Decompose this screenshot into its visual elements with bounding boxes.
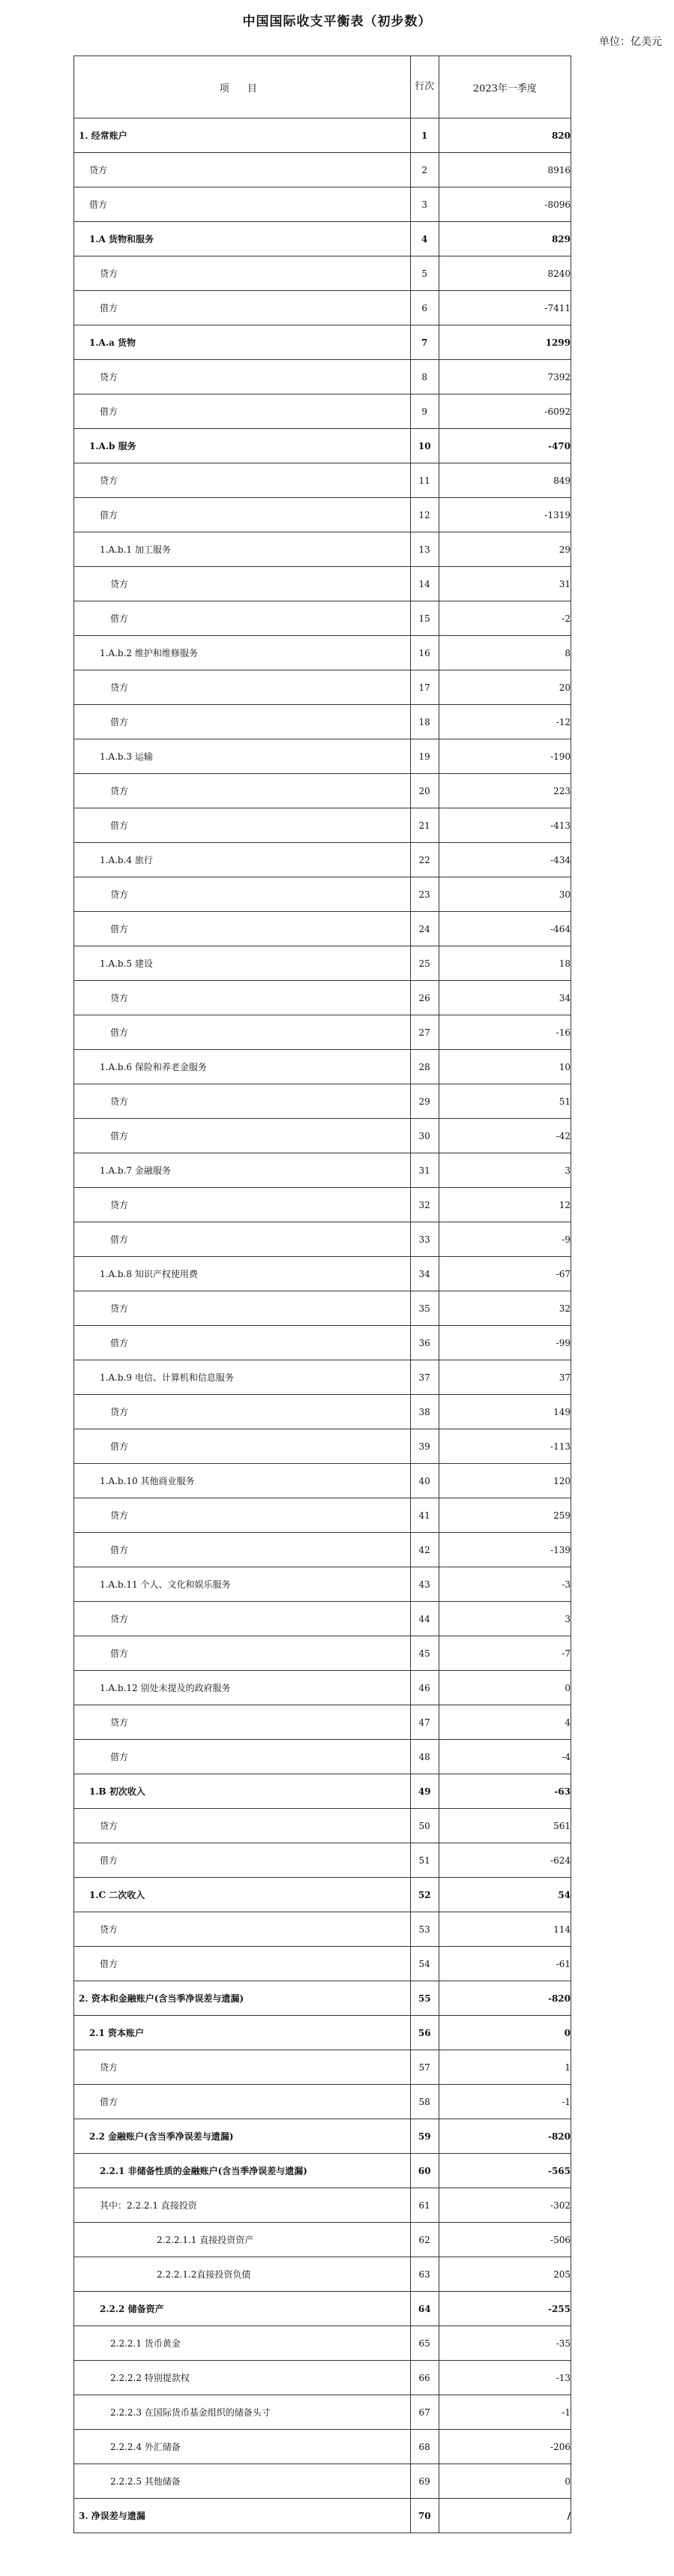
table-row [74,1567,571,1602]
row-label: 1.A.b.11 个人、文化和娱乐服务 [74,1567,411,1602]
table-row [74,291,571,325]
row-index: 45 [410,1636,439,1671]
row-index: 44 [410,1602,439,1636]
row-index: 14 [410,567,439,601]
row-label: 1.A.b.10 其他商业服务 [74,1464,411,1498]
table-row [74,463,571,498]
row-value: 12 [439,1188,571,1222]
row-label: 2. 资本和金融账户(含当季净误差与遗漏) [74,1981,411,2016]
row-index: 51 [410,1843,439,1878]
row-index: 16 [410,636,439,670]
row-index: 3 [410,187,439,222]
table-row [74,2326,571,2361]
row-index: 49 [410,1774,439,1809]
row-index: 10 [410,429,439,463]
table-row [74,2119,571,2154]
table-row [74,118,571,153]
table-row [74,705,571,739]
table-row [74,360,571,394]
table-row [74,2016,571,2050]
row-index: 50 [410,1809,439,1843]
table-row [74,1843,571,1878]
table-row [74,1050,571,1084]
row-label: 2.2.2.1.1 直接投资资产 [74,2223,411,2257]
table-row [74,1015,571,1050]
row-label: 1.A 货物和服务 [74,222,411,256]
row-index: 6 [410,291,439,325]
row-index: 62 [410,2223,439,2257]
table-row [74,1671,571,1705]
row-label: 贷方 [74,2050,411,2085]
row-index: 7 [410,325,439,360]
table-row [74,2050,571,2085]
row-value: -206 [439,2430,571,2464]
row-index: 22 [410,843,439,877]
row-index: 34 [410,1257,439,1291]
table-header-row [74,56,571,118]
row-value: 8240 [439,256,571,291]
row-index: 55 [410,1981,439,2016]
row-index: 53 [410,1912,439,1947]
row-index: 39 [410,1429,439,1464]
row-value: -139 [439,1533,571,1567]
unit-label: 单位：亿美元 [599,36,662,48]
row-label: 1.A.b.4 旅行 [74,843,411,877]
row-value: -8096 [439,187,571,222]
column-header-item: 项 目 [74,56,411,118]
row-label: 借方 [74,912,411,946]
row-label: 借方 [74,1326,411,1360]
row-value: 1 [439,2050,571,2085]
row-value: 561 [439,1809,571,1843]
row-value: 31 [439,567,571,601]
row-index: 23 [410,877,439,912]
row-index: 9 [410,394,439,429]
column-header-index: 行次 [410,56,439,118]
row-index: 70 [410,2499,439,2533]
row-label: 1.A.b.1 加工服务 [74,532,411,567]
column-header-value: 2023年一季度 [439,56,571,118]
row-index: 30 [410,1119,439,1153]
row-value: -7411 [439,291,571,325]
row-label: 贷方 [74,1912,411,1947]
row-index: 65 [410,2326,439,2361]
table-row [74,1119,571,1153]
row-label: 借方 [74,1015,411,1050]
row-value: -61 [439,1947,571,1981]
row-value: -464 [439,912,571,946]
row-value: -820 [439,1981,571,2016]
table-row [74,187,571,222]
row-value: 54 [439,1878,571,1912]
row-label: 贷方 [74,567,411,601]
table-row [74,2395,571,2430]
row-index: 66 [410,2361,439,2395]
row-label: 借方 [74,1740,411,1774]
row-index: 46 [410,1671,439,1705]
row-label: 2.2.2.2 特别提款权 [74,2361,411,2395]
row-index: 28 [410,1050,439,1084]
row-value: -63 [439,1774,571,1809]
row-value: 0 [439,2016,571,2050]
row-label: 借方 [74,2085,411,2119]
table-row [74,601,571,636]
row-label: 1.A.b.6 保险和养老金服务 [74,1050,411,1084]
row-label: 借方 [74,394,411,429]
row-value: 20 [439,670,571,705]
row-label: 1.A.b.2 维护和维修服务 [74,636,411,670]
row-index: 58 [410,2085,439,2119]
row-value: 37 [439,1360,571,1395]
row-label: 贷方 [74,256,411,291]
row-label: 贷方 [74,1291,411,1326]
row-value: -624 [439,1843,571,1878]
row-value: -190 [439,739,571,774]
row-index: 33 [410,1222,439,1257]
row-index: 40 [410,1464,439,1498]
row-label: 1.A.b 服务 [74,429,411,463]
table-row [74,1774,571,1809]
table-row [74,1602,571,1636]
row-value: -16 [439,1015,571,1050]
row-label: 贷方 [74,1602,411,1636]
row-label: 贷方 [74,463,411,498]
row-label: 2.1 资本账户 [74,2016,411,2050]
row-value: 29 [439,532,571,567]
row-label: 1. 经常账户 [74,118,411,153]
row-label: 贷方 [74,981,411,1015]
table-row [74,222,571,256]
row-value: -3 [439,1567,571,1602]
row-label: 3. 净误差与遗漏 [74,2499,411,2533]
table-row [74,394,571,429]
row-index: 4 [410,222,439,256]
row-value: -302 [439,2188,571,2223]
row-index: 26 [410,981,439,1015]
row-index: 68 [410,2430,439,2464]
page-title: 中国国际收支平衡表（初步数） [242,14,432,29]
table-row [74,429,571,463]
row-label: 贷方 [74,1498,411,1533]
row-value: 30 [439,877,571,912]
table-row [74,739,571,774]
row-label: 贷方 [74,1395,411,1429]
row-label: 借方 [74,187,411,222]
row-value: 8 [439,636,571,670]
row-index: 8 [410,360,439,394]
table-row [74,636,571,670]
row-label: 借方 [74,808,411,843]
table-row [74,1395,571,1429]
row-label: 贷方 [74,1705,411,1740]
row-value: 18 [439,946,571,981]
row-index: 61 [410,2188,439,2223]
row-value: 32 [439,1291,571,1326]
row-label: 贷方 [74,1809,411,1843]
row-label: 2.2.2 储备资产 [74,2292,411,2326]
table-row [74,1326,571,1360]
table-row [74,1498,571,1533]
row-index: 38 [410,1395,439,1429]
row-value: -6092 [439,394,571,429]
table-row [74,670,571,705]
table-row [74,1809,571,1843]
row-value: -35 [439,2326,571,2361]
row-index: 21 [410,808,439,843]
row-index: 11 [410,463,439,498]
row-label: 贷方 [74,1084,411,1119]
row-value: -99 [439,1326,571,1360]
row-label: 借方 [74,1222,411,1257]
row-value: -506 [439,2223,571,2257]
row-label: 1.A.b.7 金融服务 [74,1153,411,1188]
row-value: -470 [439,429,571,463]
table-row [74,1981,571,2016]
row-value: 223 [439,774,571,808]
row-value: -4 [439,1740,571,1774]
table-row [74,808,571,843]
row-label: 贷方 [74,670,411,705]
table-row [74,532,571,567]
row-index: 2 [410,153,439,187]
table-row [74,2154,571,2188]
row-value: 0 [439,2464,571,2499]
row-value: 34 [439,981,571,1015]
row-value: -413 [439,808,571,843]
row-value: 820 [439,118,571,153]
row-value: -1319 [439,498,571,532]
row-label: 借方 [74,1636,411,1671]
row-value: 829 [439,222,571,256]
row-index: 64 [410,2292,439,2326]
row-value: 0 [439,1671,571,1705]
row-value: 7392 [439,360,571,394]
row-label: 借方 [74,1947,411,1981]
row-index: 35 [410,1291,439,1326]
table-row [74,1705,571,1740]
row-index: 25 [410,946,439,981]
table-row [74,981,571,1015]
row-index: 48 [410,1740,439,1774]
row-value: 114 [439,1912,571,1947]
table-row [74,843,571,877]
table-row [74,1533,571,1567]
table-row [74,2257,571,2292]
row-index: 31 [410,1153,439,1188]
row-value: 3 [439,1153,571,1188]
row-label: 贷方 [74,360,411,394]
row-index: 13 [410,532,439,567]
table-row [74,2430,571,2464]
row-value: -9 [439,1222,571,1257]
row-label: 1.A.a 货物 [74,325,411,360]
row-value: 120 [439,1464,571,1498]
row-index: 43 [410,1567,439,1602]
row-index: 57 [410,2050,439,2085]
row-label: 贷方 [74,153,411,187]
row-index: 19 [410,739,439,774]
row-value: -434 [439,843,571,877]
row-value: 3 [439,1602,571,1636]
row-label: 2.2.2.1 货币黄金 [74,2326,411,2361]
table-row [74,2292,571,2326]
table-row [74,2085,571,2119]
table-row [74,1360,571,1395]
row-index: 32 [410,1188,439,1222]
table-row [74,567,571,601]
row-label: 借方 [74,1533,411,1567]
table-row [74,912,571,946]
row-value: -255 [439,2292,571,2326]
row-label: 1.A.b.3 运输 [74,739,411,774]
table-row [74,1878,571,1912]
row-value: 259 [439,1498,571,1533]
row-index: 47 [410,1705,439,1740]
row-index: 60 [410,2154,439,2188]
table-row [74,1084,571,1119]
row-index: 41 [410,1498,439,1533]
table-row [74,2361,571,2395]
row-value: 205 [439,2257,571,2292]
row-value: -820 [439,2119,571,2154]
row-label: 1.B 初次收入 [74,1774,411,1809]
row-index: 18 [410,705,439,739]
row-index: 69 [410,2464,439,2499]
row-label: 贷方 [74,877,411,912]
table-row [74,877,571,912]
row-value: 10 [439,1050,571,1084]
row-label: 2.2 金融账户(含当季净误差与遗漏) [74,2119,411,2154]
table-row [74,1291,571,1326]
row-index: 1 [410,118,439,153]
row-label: 1.A.b.12 别处未提及的政府服务 [74,1671,411,1705]
row-value: -12 [439,705,571,739]
table-row [74,1222,571,1257]
table-row [74,2188,571,2223]
row-value: -565 [439,2154,571,2188]
row-index: 17 [410,670,439,705]
table-row [74,1153,571,1188]
balance-of-payments-table [73,55,571,2533]
row-label: 2.2.2.4 外汇储备 [74,2430,411,2464]
table-row [74,946,571,981]
row-index: 37 [410,1360,439,1395]
row-value: -42 [439,1119,571,1153]
row-label: 借方 [74,601,411,636]
row-value: -1 [439,2085,571,2119]
row-index: 59 [410,2119,439,2154]
row-index: 15 [410,601,439,636]
table-row [74,2464,571,2499]
row-value: -2 [439,601,571,636]
row-value: 51 [439,1084,571,1119]
row-value: 149 [439,1395,571,1429]
row-label: 借方 [74,291,411,325]
row-label: 借方 [74,705,411,739]
table-row [74,153,571,187]
table-row [74,1912,571,1947]
row-label: 贷方 [74,774,411,808]
table-row [74,1429,571,1464]
row-label: 1.C 二次收入 [74,1878,411,1912]
row-label: 借方 [74,498,411,532]
row-value: 4 [439,1705,571,1740]
row-value: 1299 [439,325,571,360]
row-label: 贷方 [74,1188,411,1222]
row-label: 其中：2.2.2.1 直接投资 [74,2188,411,2223]
table-row [74,1464,571,1498]
row-value: -67 [439,1257,571,1291]
row-label: 1.A.b.8 知识产权使用费 [74,1257,411,1291]
table-row [74,2223,571,2257]
table-row [74,774,571,808]
row-index: 36 [410,1326,439,1360]
table-row [74,1188,571,1222]
row-index: 42 [410,1533,439,1567]
row-value: 849 [439,463,571,498]
row-index: 67 [410,2395,439,2430]
row-index: 29 [410,1084,439,1119]
table-row [74,256,571,291]
table-row [74,1636,571,1671]
table-row [74,498,571,532]
table-row [74,325,571,360]
table-row [74,1947,571,1981]
row-index: 54 [410,1947,439,1981]
row-index: 27 [410,1015,439,1050]
row-label: 借方 [74,1843,411,1878]
row-label: 2.2.2.3 在国际货币基金组织的储备头寸 [74,2395,411,2430]
row-label: 借方 [74,1119,411,1153]
row-value: -7 [439,1636,571,1671]
row-label: 1.A.b.5 建设 [74,946,411,981]
row-label: 2.2.2.1.2直接投资负债 [74,2257,411,2292]
row-index: 12 [410,498,439,532]
row-index: 5 [410,256,439,291]
row-index: 20 [410,774,439,808]
row-index: 63 [410,2257,439,2292]
row-value: -13 [439,2361,571,2395]
row-index: 52 [410,1878,439,1912]
table-row [74,1257,571,1291]
row-value: / [439,2499,571,2533]
row-value: 8916 [439,153,571,187]
row-value: -113 [439,1429,571,1464]
row-index: 24 [410,912,439,946]
row-label: 借方 [74,1429,411,1464]
row-value: -1 [439,2395,571,2430]
table-row [74,2499,571,2533]
row-label: 1.A.b.9 电信、计算机和信息服务 [74,1360,411,1395]
row-index: 56 [410,2016,439,2050]
table-row [74,1740,571,1774]
row-label: 2.2.2.5 其他储备 [74,2464,411,2499]
row-label: 2.2.1 非储备性质的金融账户(含当季净误差与遗漏) [74,2154,411,2188]
